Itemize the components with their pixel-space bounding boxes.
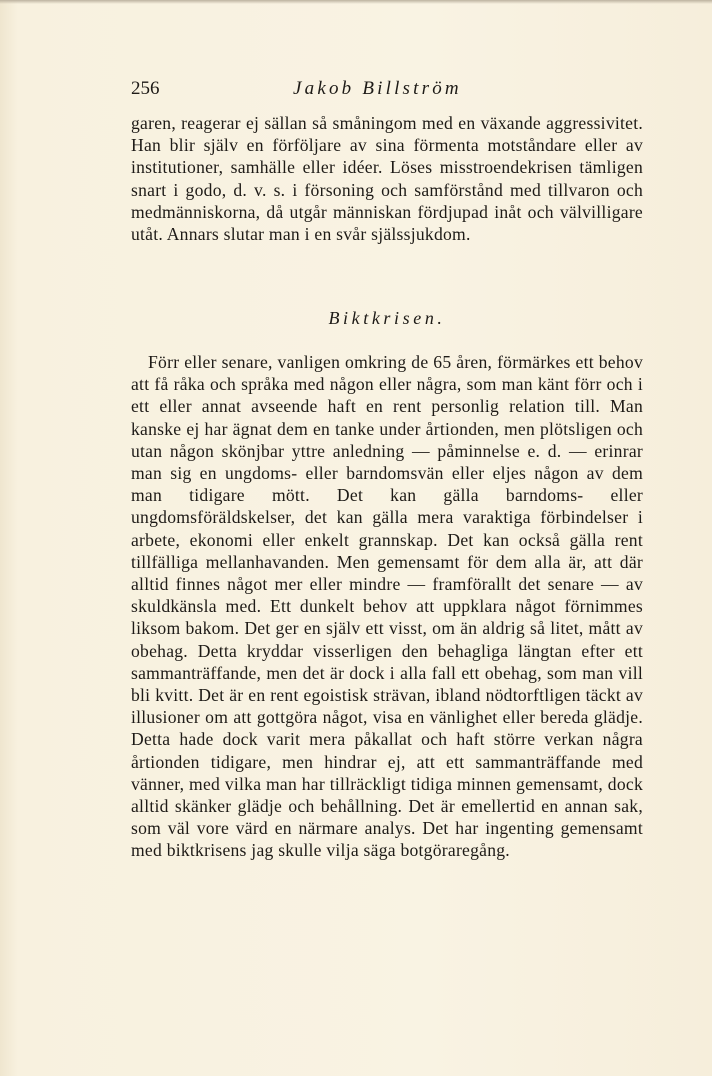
page-number: 256: [131, 78, 160, 99]
page-top-edge: [0, 0, 712, 4]
running-head: Jakob Billström: [293, 78, 462, 99]
section-heading: Biktkrisen.: [328, 308, 446, 328]
page-header: [131, 76, 643, 102]
paragraph-biktkrisen: Förr eller senare, vanligen omkring de 65 åren, förmärkes ett behov att få råka och språka med någon eller några, som man känt förr och i ett eller annat avseende haft en rent personlig relation till. Man kanske ej har ägnat dem en tanke under årtionden, men plötsligen och utan någon skönjbar yttre anledning — påminnelse e. d. — erinrar man sig en ungdoms- eller barndomsvän eller eljes någon av dem man tidigare mött. Det kan gälla barndoms- eller ungdomsföräldskelser, det kan gälla mera varaktiga förbindelser i arbete, ekonomi eller enkelt grannskap. Det kan också gälla rent tillfälliga mellanhavanden. Men gemensamt för dem alla är, att där alltid finnes något mer eller mindre — framförallt det senare — av skuldkänsla med. Ett dunkelt behov att uppklara något förnimmes liksom bakom. Det ger en själv ett visst, om än aldrig så litet, mått av obehag. Detta kryddar visserligen den behagliga längtan efter ett sammanträffande, men det är dock i alla fall ett obehag, som man vill bli kvitt. Det är en rent egoistisk strävan, ibland nödtorftligen täckt av illusioner om att gottgöra något, visa en vänlighet eller bereda glädje. Detta hade dock varit mera påkallat och haft större verkan några årtionden tidigare, men hindrar ej, att ett sammanträffande med vänner, med vilka man har tillräckligt tidiga minnen gemensamt, dock alltid skänker glädje och behållning. Det är emellertid en annan sak, som väl vore värd en närmare analys. Det har ingenting gemensamt med biktkrisens jag skulle vilja säga botgöraregång.: [131, 352, 643, 861]
paragraph-continuation: garen, reagerar ej sällan så småningom med en växande aggressivitet. Han blir själv en förföljare av sina förmenta motståndare eller av institutioner, samhälle eller idéer. Löses misstroendekrisen tämligen snart i godo, d. v. s. i försoning och samförstånd med tillvaron och medmänniskorna, då utgår människan fördjupad inåt och välvilligare utåt. Annars slutar man i en svår själssjukdom.: [131, 113, 643, 245]
